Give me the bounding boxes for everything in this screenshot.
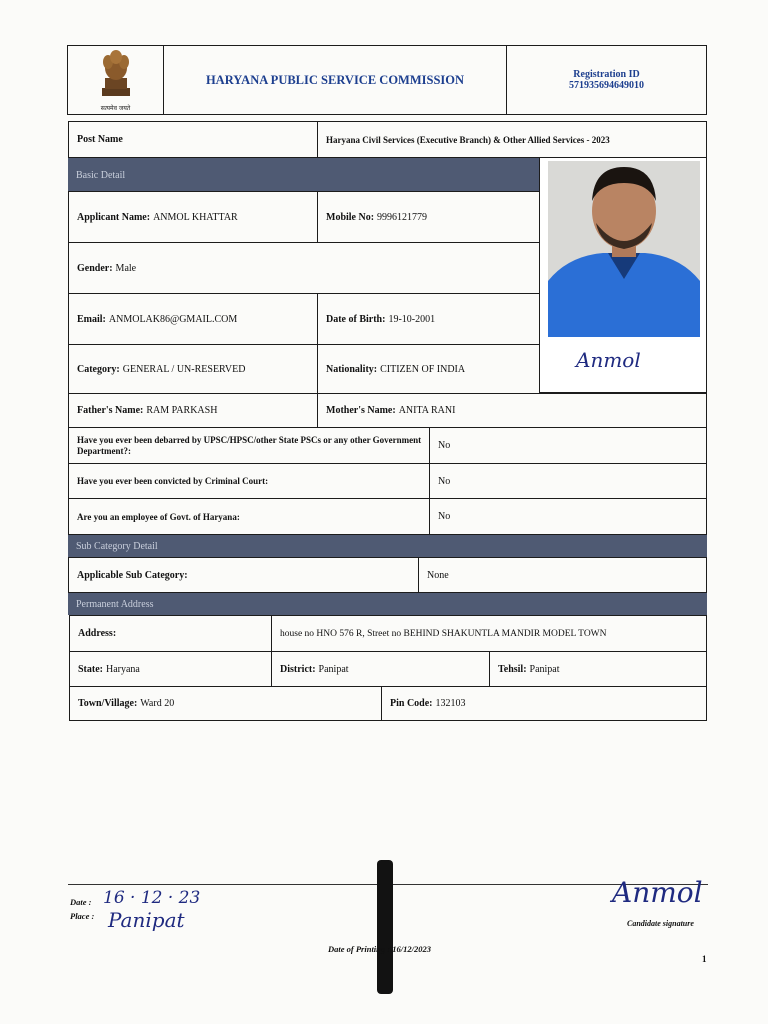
applicant-name-cell: Applicant Name: ANMOL KHATTAR: [68, 191, 318, 243]
registration-id: 571935694649010: [569, 80, 644, 91]
category-cell: Category: GENERAL / UN-RESERVED: [68, 344, 318, 394]
page-number: 1: [702, 954, 707, 964]
candidate-signature: Anmol: [612, 876, 703, 909]
printing-date-label: Date of Printing :: [328, 944, 391, 954]
pin-code-cell: Pin Code: 132103: [381, 686, 707, 721]
applicant-photo: [548, 161, 700, 337]
photo-signature: Anmol: [576, 348, 641, 372]
state-value: Haryana: [106, 663, 140, 675]
address-label-cell: [69, 615, 272, 652]
place-value: Panipat: [108, 908, 185, 932]
answer-text: No: [438, 511, 451, 522]
dob-cell: Date of Birth: 19-10-2001: [317, 293, 540, 345]
answer-employee-cell: [429, 498, 707, 535]
sub-category-label-cell: [68, 557, 419, 593]
sub-category-label: Applicable Sub Category:: [77, 569, 188, 581]
pin-code-value: 132103: [435, 698, 466, 709]
header-registration-cell: [506, 45, 707, 115]
father-name: RAM PARKASH: [146, 405, 218, 416]
question-text: Have you ever been convicted by Criminal Court:: [77, 476, 269, 486]
question-employee-cell: [68, 498, 430, 535]
answer-debarred-cell: [429, 427, 707, 464]
post-name-value-cell: [317, 121, 707, 158]
section-sub-category: Sub Category Detail: [68, 535, 707, 557]
mother-name-cell: Mother's Name: ANITA RANI: [317, 393, 707, 428]
mobile-number: 9996121779: [377, 211, 428, 223]
redaction-mark: [377, 860, 393, 994]
tehsil-value: Panipat: [529, 663, 560, 675]
nationality-value: CITIZEN OF INDIA: [380, 363, 466, 375]
email-cell: Email: ANMOLAK86@GMAIL.COM: [68, 293, 318, 345]
town-cell: Town/Village: Ward 20: [69, 686, 382, 721]
section-basic-detail: Basic Detail: [68, 158, 540, 192]
header-emblem-cell: [67, 45, 164, 115]
mobile-cell: Mobile No: 9996121779: [317, 191, 540, 243]
emblem-caption: सत्यमेव जयते: [100, 105, 131, 112]
nationality-cell: Nationality: CITIZEN OF INDIA: [317, 344, 540, 394]
printing-date-row: [328, 944, 431, 954]
section-permanent-address: Permanent Address: [68, 593, 707, 615]
commission-title: HARYANA PUBLIC SERVICE COMMISSION: [205, 72, 465, 87]
address-value: house no HNO 576 R, Street no BEHIND SHAKUNTLA MANDIR MODEL TOWN: [280, 628, 607, 639]
answer-convicted-cell: [429, 463, 707, 499]
photo-frame: [539, 157, 707, 393]
address-value-cell: [271, 615, 707, 652]
post-name-label: Post Name: [77, 134, 123, 145]
candidate-signature-label: Candidate signature: [627, 919, 694, 928]
gender-value: Male: [115, 262, 137, 274]
district-value: Panipat: [318, 663, 349, 675]
gender-cell: Gender: Male: [68, 242, 540, 294]
state-cell: State: Haryana: [69, 651, 272, 687]
tehsil-cell: Tehsil: Panipat: [489, 651, 707, 687]
email-value: ANMOLAK86@GMAIL.COM: [108, 313, 238, 325]
question-debarred-cell: [68, 427, 430, 464]
address-label: Address:: [78, 628, 117, 639]
question-text: Have you ever been debarred by UPSC/HPSC/other State PSCs or any other Government Department?:: [77, 434, 422, 456]
sub-category-value: None: [427, 569, 449, 581]
place-label: Place :: [70, 911, 95, 921]
category-value: GENERAL / UN-RESERVED: [122, 363, 246, 375]
town-value: Ward 20: [140, 698, 175, 709]
dob-value: 19-10-2001: [388, 313, 436, 325]
state-emblem-icon: [96, 48, 136, 102]
question-convicted-cell: [68, 463, 430, 499]
question-text: Are you an employee of Govt. of Haryana:: [77, 511, 240, 522]
date-value: 16 · 12 · 23: [103, 888, 201, 908]
post-name-label-cell: [68, 121, 318, 158]
answer-text: No: [438, 440, 451, 451]
post-name-value: Haryana Civil Services (Executive Branch) & Other Allied Services - 2023: [326, 134, 610, 145]
district-cell: District: Panipat: [271, 651, 490, 687]
header-title-cell: [163, 45, 507, 115]
father-name-cell: Father's Name: RAM PARKASH: [68, 393, 318, 428]
sub-category-value-cell: [418, 557, 707, 593]
date-label: Date :: [70, 897, 92, 907]
mother-name: ANITA RANI: [398, 405, 456, 416]
printing-date-value: 16/12/2023: [392, 944, 431, 954]
registration-label: Registration ID: [573, 69, 640, 80]
applicant-name: ANMOL KHATTAR: [153, 211, 238, 223]
answer-text: No: [438, 475, 451, 487]
